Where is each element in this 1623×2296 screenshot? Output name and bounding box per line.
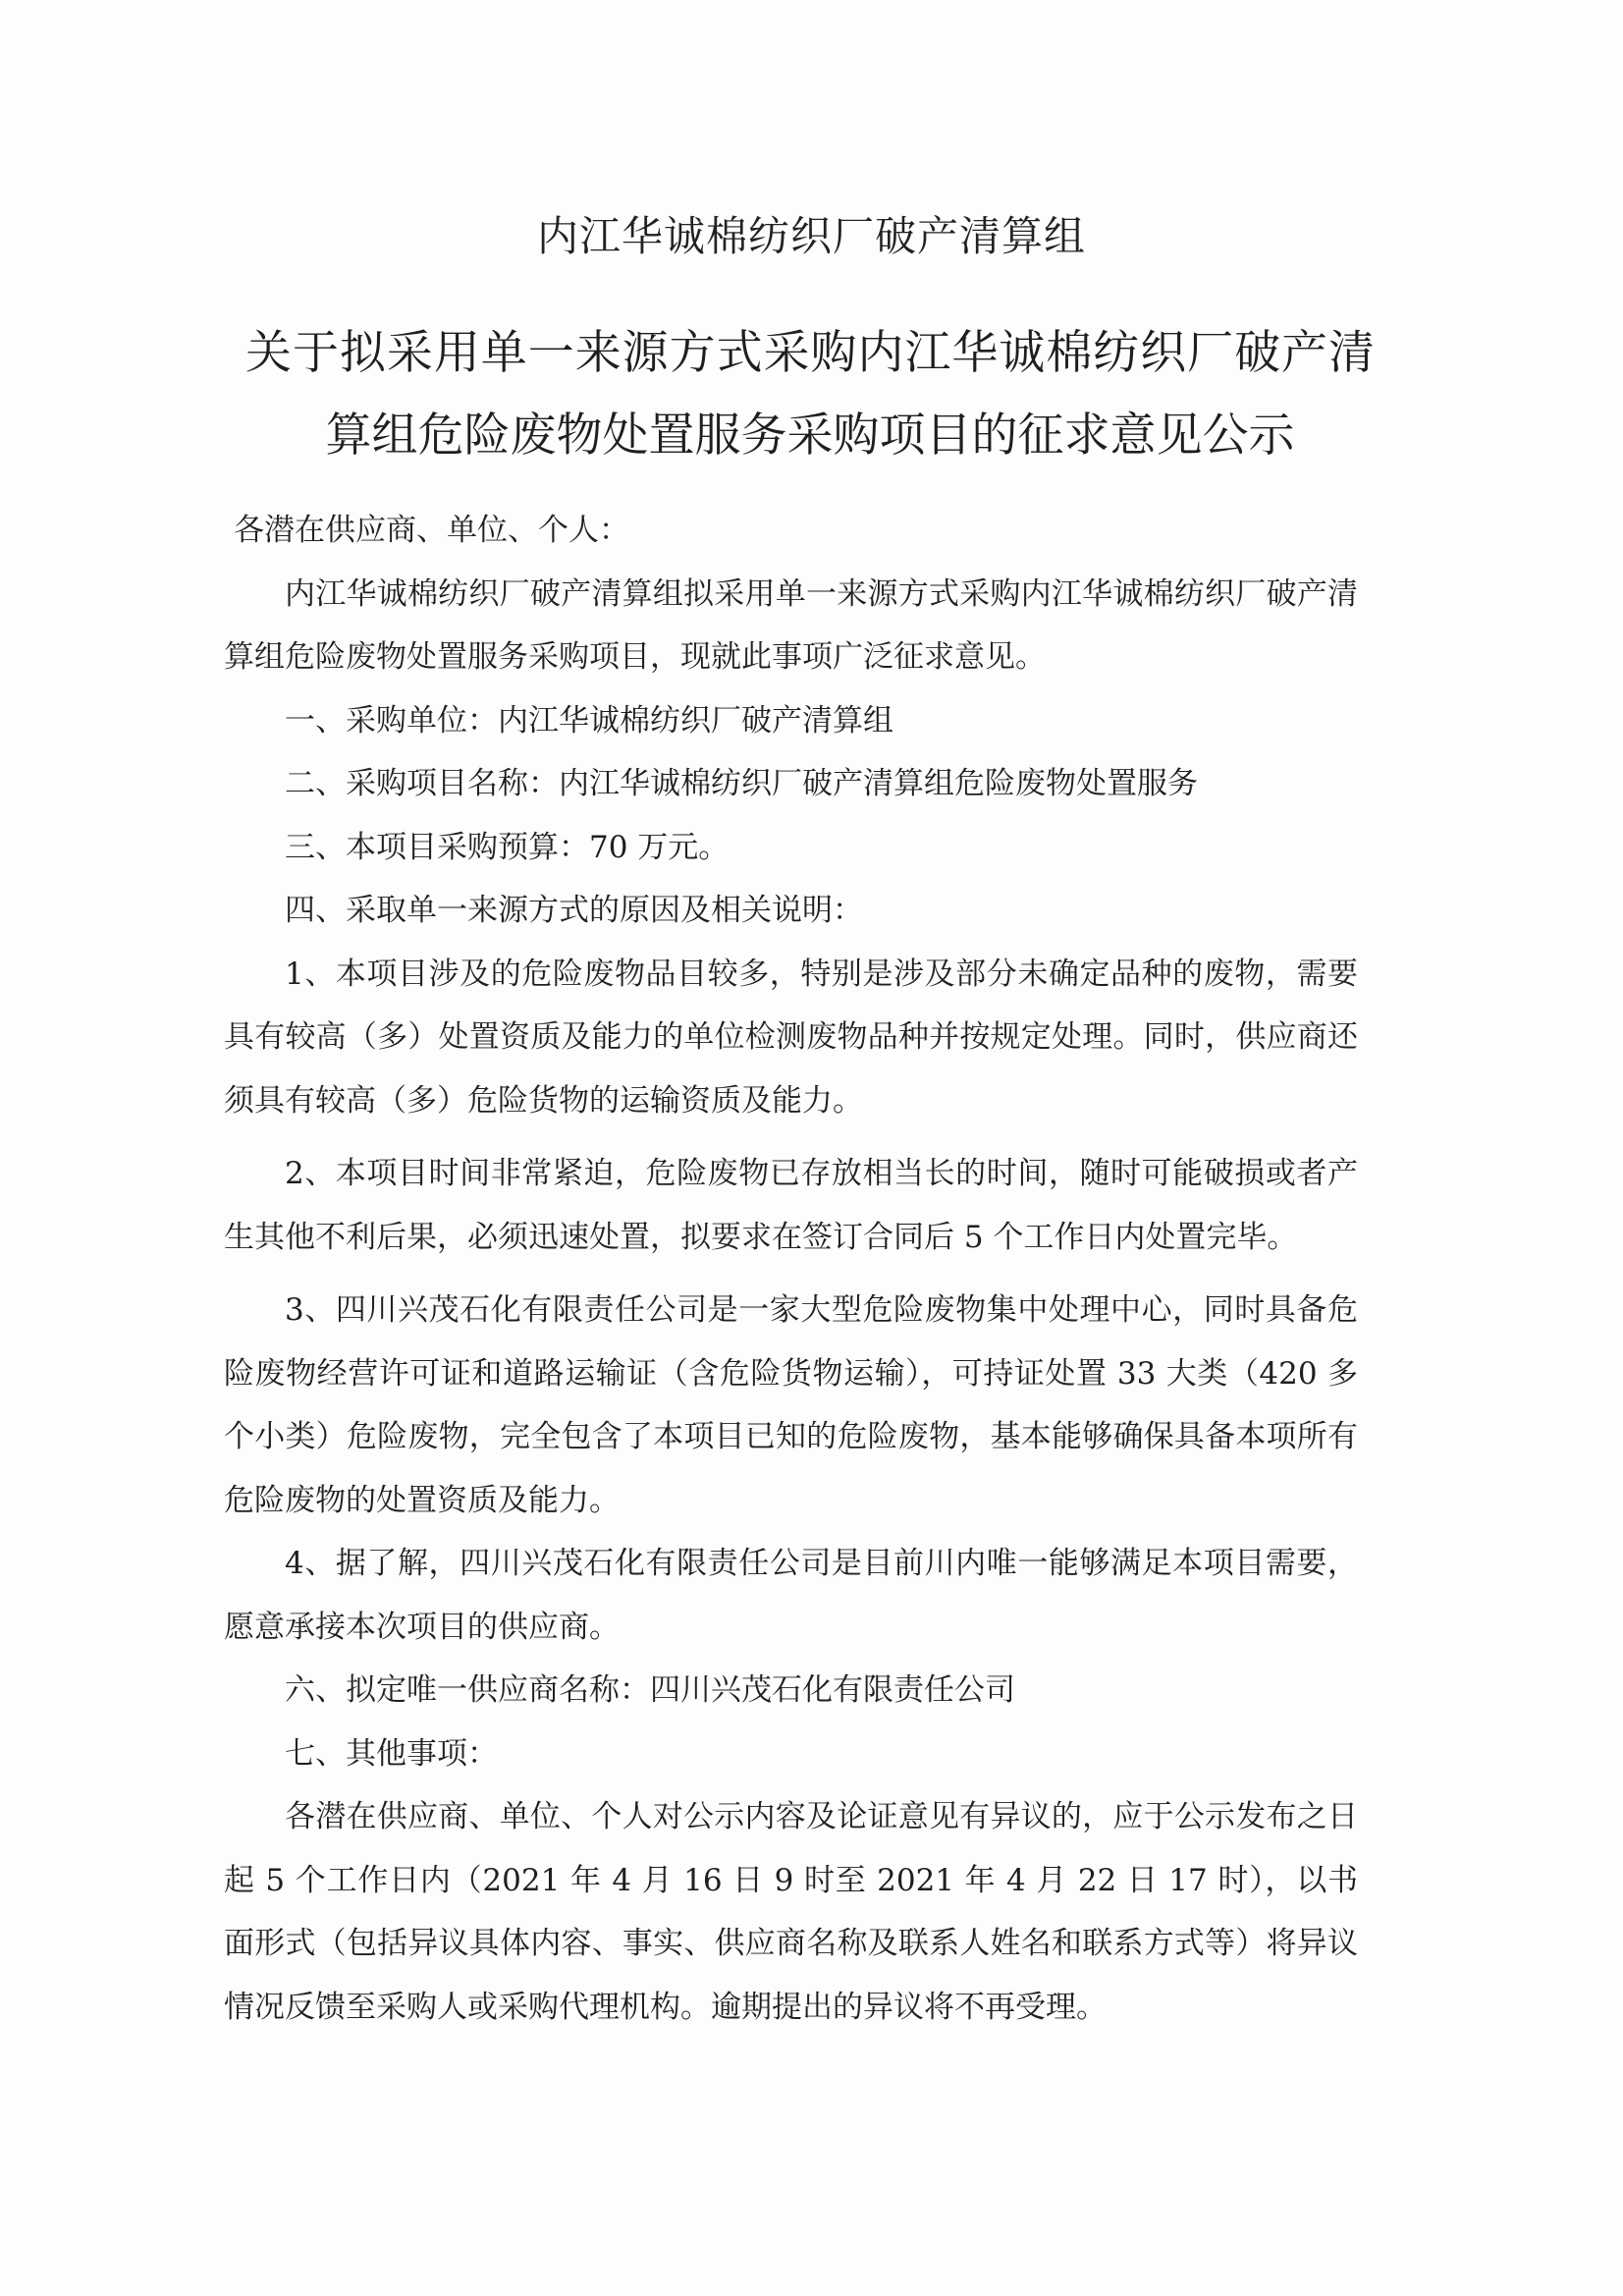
reason-paragraph: 4、据了解，四川兴茂石化有限责任公司是目前川内唯一能够满足本项目需要，愿意承接本次项目的供应商。 [224, 1546, 1358, 1645]
item-reasons-heading: 四、采取单一来源方式的原因及相关说明： [285, 893, 863, 928]
reason-paragraph: 2、本项目时间非常紧迫，危险废物已存放相当长的时间，随时可能破损或者产生其他不利后果，必须迅速处置，拟要求在签订合同后 5 个工作日内处置完毕。 [224, 1156, 1358, 1255]
notice-body [224, 499, 1358, 2039]
item-supplier-name: 六、拟定唯一供应商名称：四川兴茂石化有限责任公司 [285, 1672, 1015, 1708]
notice-title: 关于拟采用单一来源方式采购内江华诚棉纺织厂破产清算组危险废物处置服务采购项目的征求意见公示 [245, 326, 1375, 463]
item-other-matters: 七、其他事项： [285, 1735, 498, 1772]
organization-title: 内江华诚棉纺织厂破产清算组 [536, 212, 1086, 260]
objection-paragraph: 各潜在供应商、单位、个人对公示内容及论证意见有异议的，应于公示发布之日起 5 个工作日内（2021 年 4 月 16 日 9 时至 2021 年 4 月 22 日 17 时），以书面形式（包括异议具体内容、事实、供应商名称及联系人姓名和联系方式等）将异议情况反馈至采购人或采购代理机构。逾期提出的异议将不再受理。 [224, 1799, 1358, 2025]
item-budget: 三、本项目采购预算：70 万元。 [285, 829, 730, 865]
item-purchasing-unit: 一、采购单位：内江华诚棉纺织厂破产清算组 [285, 702, 893, 738]
reason-paragraph: 1、本项目涉及的危险废物品目较多，特别是涉及部分未确定品种的废物，需要具有较高（多）处置资质及能力的单位检测废物品种并按规定处理。同时，供应商还须具有较高（多）危险货物的运输资质及能力。 [224, 956, 1358, 1119]
intro-paragraph: 内江华诚棉纺织厂破产清算组拟采用单一来源方式采购内江华诚棉纺织厂破产清算组危险废物处置服务采购项目，现就此事项广泛征求意见。 [224, 575, 1358, 675]
reason-paragraph: 3、四川兴茂石化有限责任公司是一家大型危险废物集中处理中心，同时具备危险废物经营许可证和道路运输证（含危险货物运输），可持证处置 33 大类（420 多个小类）危险废物，完全包含了本项目已知的危险废物，基本能够确保具备本项所有危险废物的处置资质及能力。 [224, 1292, 1358, 1518]
salutation: 各潜在供应商、单位、个人： [234, 513, 629, 548]
item-project-name: 二、采购项目名称：内江华诚棉纺织厂破产清算组危险废物处置服务 [285, 766, 1198, 801]
